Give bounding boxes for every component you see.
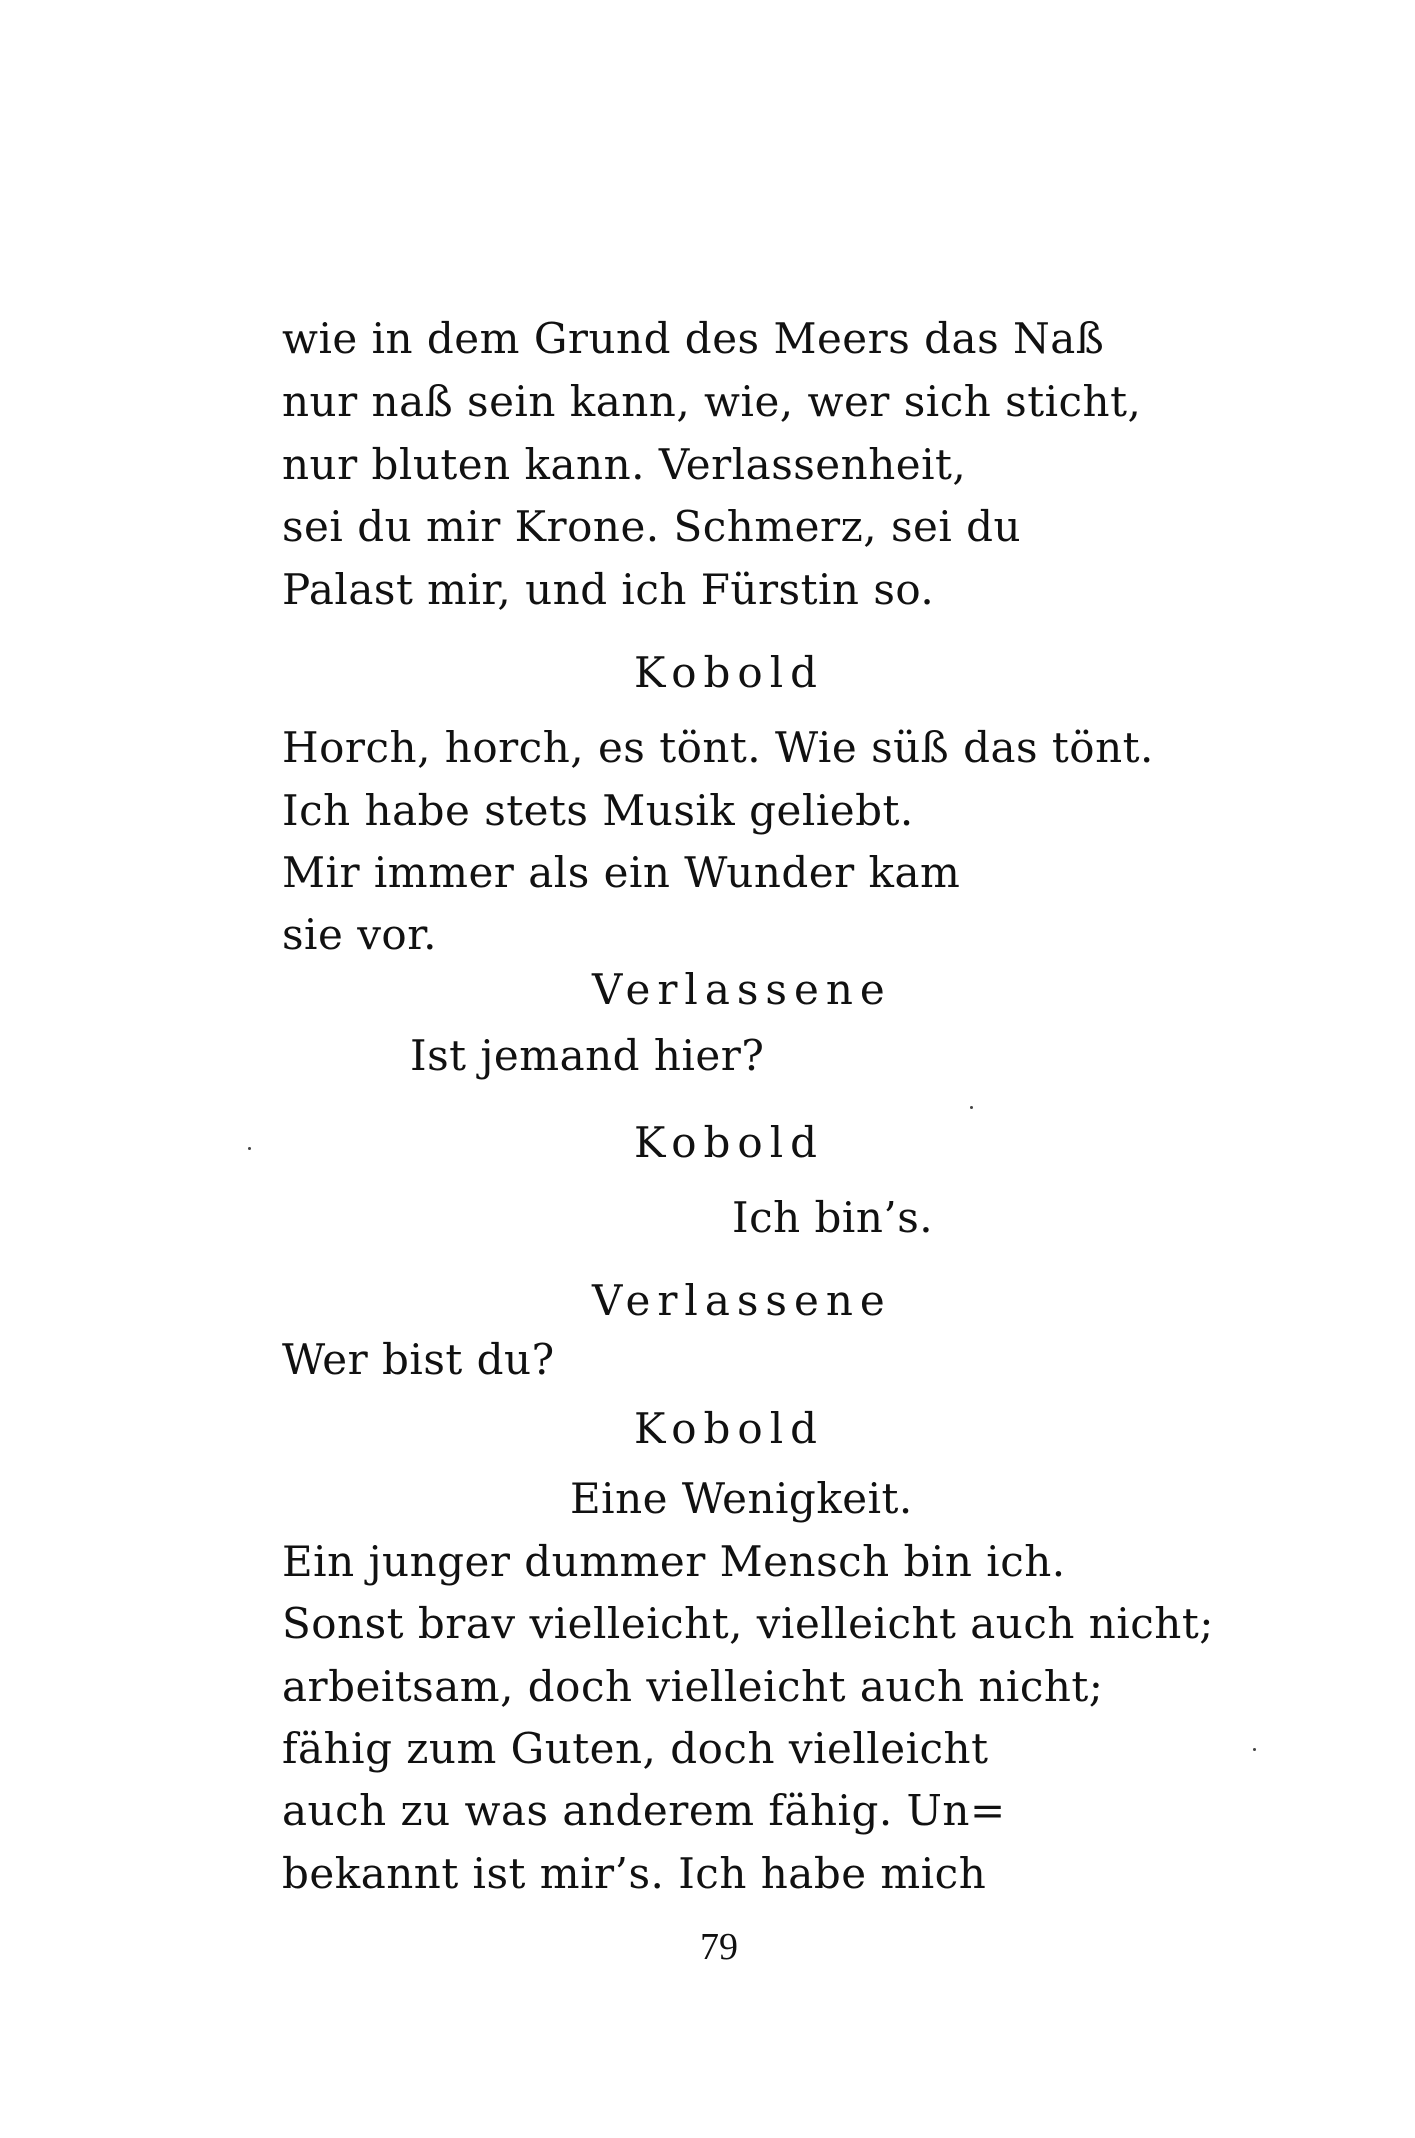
scan-speck: [970, 1106, 973, 1109]
verse-line: Sonst brav vielleicht, vielleicht auch nicht;: [282, 1599, 1214, 1648]
speaker-heading: Verlassene: [592, 965, 892, 1014]
scan-speck: [248, 1147, 251, 1150]
verse-line: auch zu was anderem fähig. Un=: [282, 1786, 1006, 1835]
verse-line: Mir immer als ein Wunder kam: [282, 848, 961, 897]
speaker-heading: Kobold: [634, 648, 825, 697]
verse-line: fähig zum Guten, doch vielleicht: [282, 1724, 989, 1773]
page-number: 79: [700, 1926, 738, 1968]
verse-line: Ich habe stets Musik geliebt.: [282, 786, 914, 835]
verse-line: Palast mir, und ich Fürstin so.: [282, 565, 935, 614]
verse-line: Ist jemand hier?: [410, 1031, 765, 1080]
verse-line: Wer bist du?: [282, 1335, 555, 1384]
verse-line: sie vor.: [282, 910, 438, 959]
verse-line: Horch, horch, es tönt. Wie süß das tönt.: [282, 723, 1154, 772]
verse-line: nur naß sein kann, wie, wer sich sticht,: [282, 377, 1142, 426]
verse-line: arbeitsam, doch vielleicht auch nicht;: [282, 1662, 1104, 1711]
scan-speck: [1253, 1748, 1256, 1751]
speaker-heading: Verlassene: [592, 1276, 892, 1325]
verse-line: nur bluten kann. Verlassenheit,: [282, 440, 967, 489]
verse-line: Ein junger dummer Mensch bin ich.: [282, 1537, 1066, 1586]
verse-line: wie in dem Grund des Meers das Naß: [282, 314, 1105, 363]
speaker-heading: Kobold: [634, 1404, 825, 1453]
verse-line: Eine Wenigkeit.: [570, 1474, 913, 1523]
speaker-heading: Kobold: [634, 1118, 825, 1167]
verse-line: sei du mir Krone. Schmerz, sei du: [282, 502, 1022, 551]
verse-line: bekannt ist mir’s. Ich habe mich: [282, 1849, 987, 1898]
verse-line: Ich bin’s.: [732, 1193, 934, 1242]
